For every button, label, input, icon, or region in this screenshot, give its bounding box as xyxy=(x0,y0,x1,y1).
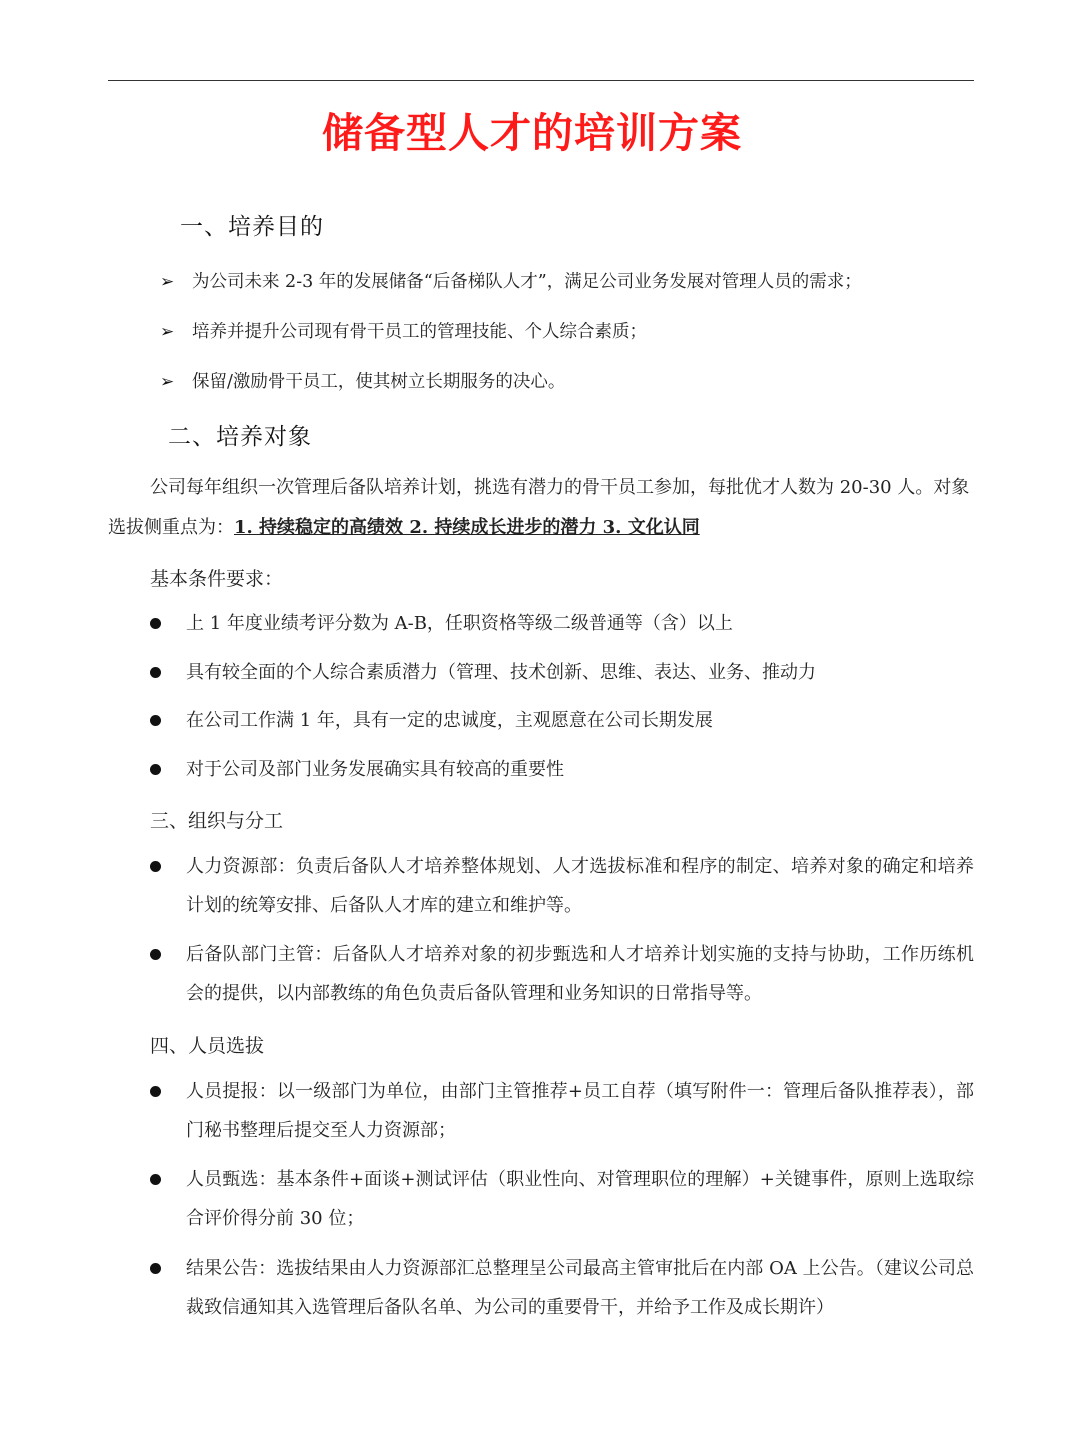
list-item: 人员甄选：基本条件+面谈+测试评估（职业性向、对管理职位的理解）+关键事件，原则上选取综合评价得分前 30 位； xyxy=(150,1160,974,1238)
bullet-dot-icon xyxy=(150,949,161,960)
bullet-dot-icon xyxy=(150,1174,161,1185)
bullet-dot-icon xyxy=(150,1086,161,1097)
bullet-dot-icon xyxy=(150,1263,161,1274)
list-item: 对于公司及部门业务发展确实具有较高的重要性 xyxy=(150,750,974,789)
bullet-dot-icon xyxy=(150,715,161,726)
list-item: 在公司工作满 1 年，具有一定的忠诚度，主观愿意在公司长期发展 xyxy=(150,701,974,740)
list-item: 上 1 年度业绩考评分数为 A-B，任职资格等级二级普通等（含）以上 xyxy=(150,604,974,643)
list-item: ➢ 为公司未来 2-3 年的发展储备“后备梯队人才”，满足公司业务发展对管理人员的需求； xyxy=(160,272,862,292)
list-item: 后备队部门主管：后备队人才培养对象的初步甄选和人才培养计划实施的支持与协助，工作历练机会的提供，以内部教练的角色负责后备队管理和业务知识的日常指导等。 xyxy=(150,935,974,1013)
section1-heading: 一、培养目的 xyxy=(180,214,324,240)
bullet-dot-icon xyxy=(150,861,161,872)
list-item: 人员提报：以一级部门为单位，由部门主管推荐+员工自荐（填写附件一：管理后备队推荐表），部门秘书整理后提交至人力资源部； xyxy=(150,1072,974,1150)
section4-heading: 四、人员选拔 xyxy=(150,1035,265,1057)
arrow-bullet-icon: ➢ xyxy=(160,272,175,292)
section2-paragraph: 公司每年组织一次管理后备队培养计划，挑选有潜力的骨干员工参加，每批优才人数为 20-30 人。对象选拔侧重点为：1. 持续稳定的高绩效 2. 持续成长进步的潜力 3. 文化认同 xyxy=(108,477,970,538)
section3-heading: 三、组织与分工 xyxy=(150,810,284,832)
list-item: 人力资源部：负责后备队人才培养整体规划、人才选拔标准和程序的制定、培养对象的确定和培养计划的统筹安排、后备队人才库的建立和维护等。 xyxy=(150,847,974,925)
bullet-dot-icon xyxy=(150,667,161,678)
bullet-dot-icon xyxy=(150,618,161,629)
selection-focus-emphasis: 1. 持续稳定的高绩效 2. 持续成长进步的潜力 3. 文化认同 xyxy=(234,517,700,538)
list-item: 结果公告：选拔结果由人力资源部汇总整理呈公司最高主管审批后在内部 OA 上公告。（建议公司总裁致信通知其入选管理后备队名单、为公司的重要骨干，并给予工作及成长期许） xyxy=(150,1249,974,1327)
list-item: 具有较全面的个人综合素质潜力（管理、技术创新、思维、表达、业务、推动力 xyxy=(150,653,974,692)
header-rule xyxy=(108,80,974,81)
arrow-bullet-icon: ➢ xyxy=(160,322,175,342)
document-title: 储备型人才的培训方案 xyxy=(322,109,742,157)
section2-heading: 二、培养对象 xyxy=(168,424,312,450)
basic-conditions-label: 基本条件要求： xyxy=(150,568,284,590)
bullet-dot-icon xyxy=(150,764,161,775)
list-item: ➢ 培养并提升公司现有骨干员工的管理技能、个人综合素质； xyxy=(160,322,647,342)
arrow-bullet-icon: ➢ xyxy=(160,372,175,392)
list-item: ➢ 保留/激励骨干员工，使其树立长期服务的决心。 xyxy=(160,372,566,392)
